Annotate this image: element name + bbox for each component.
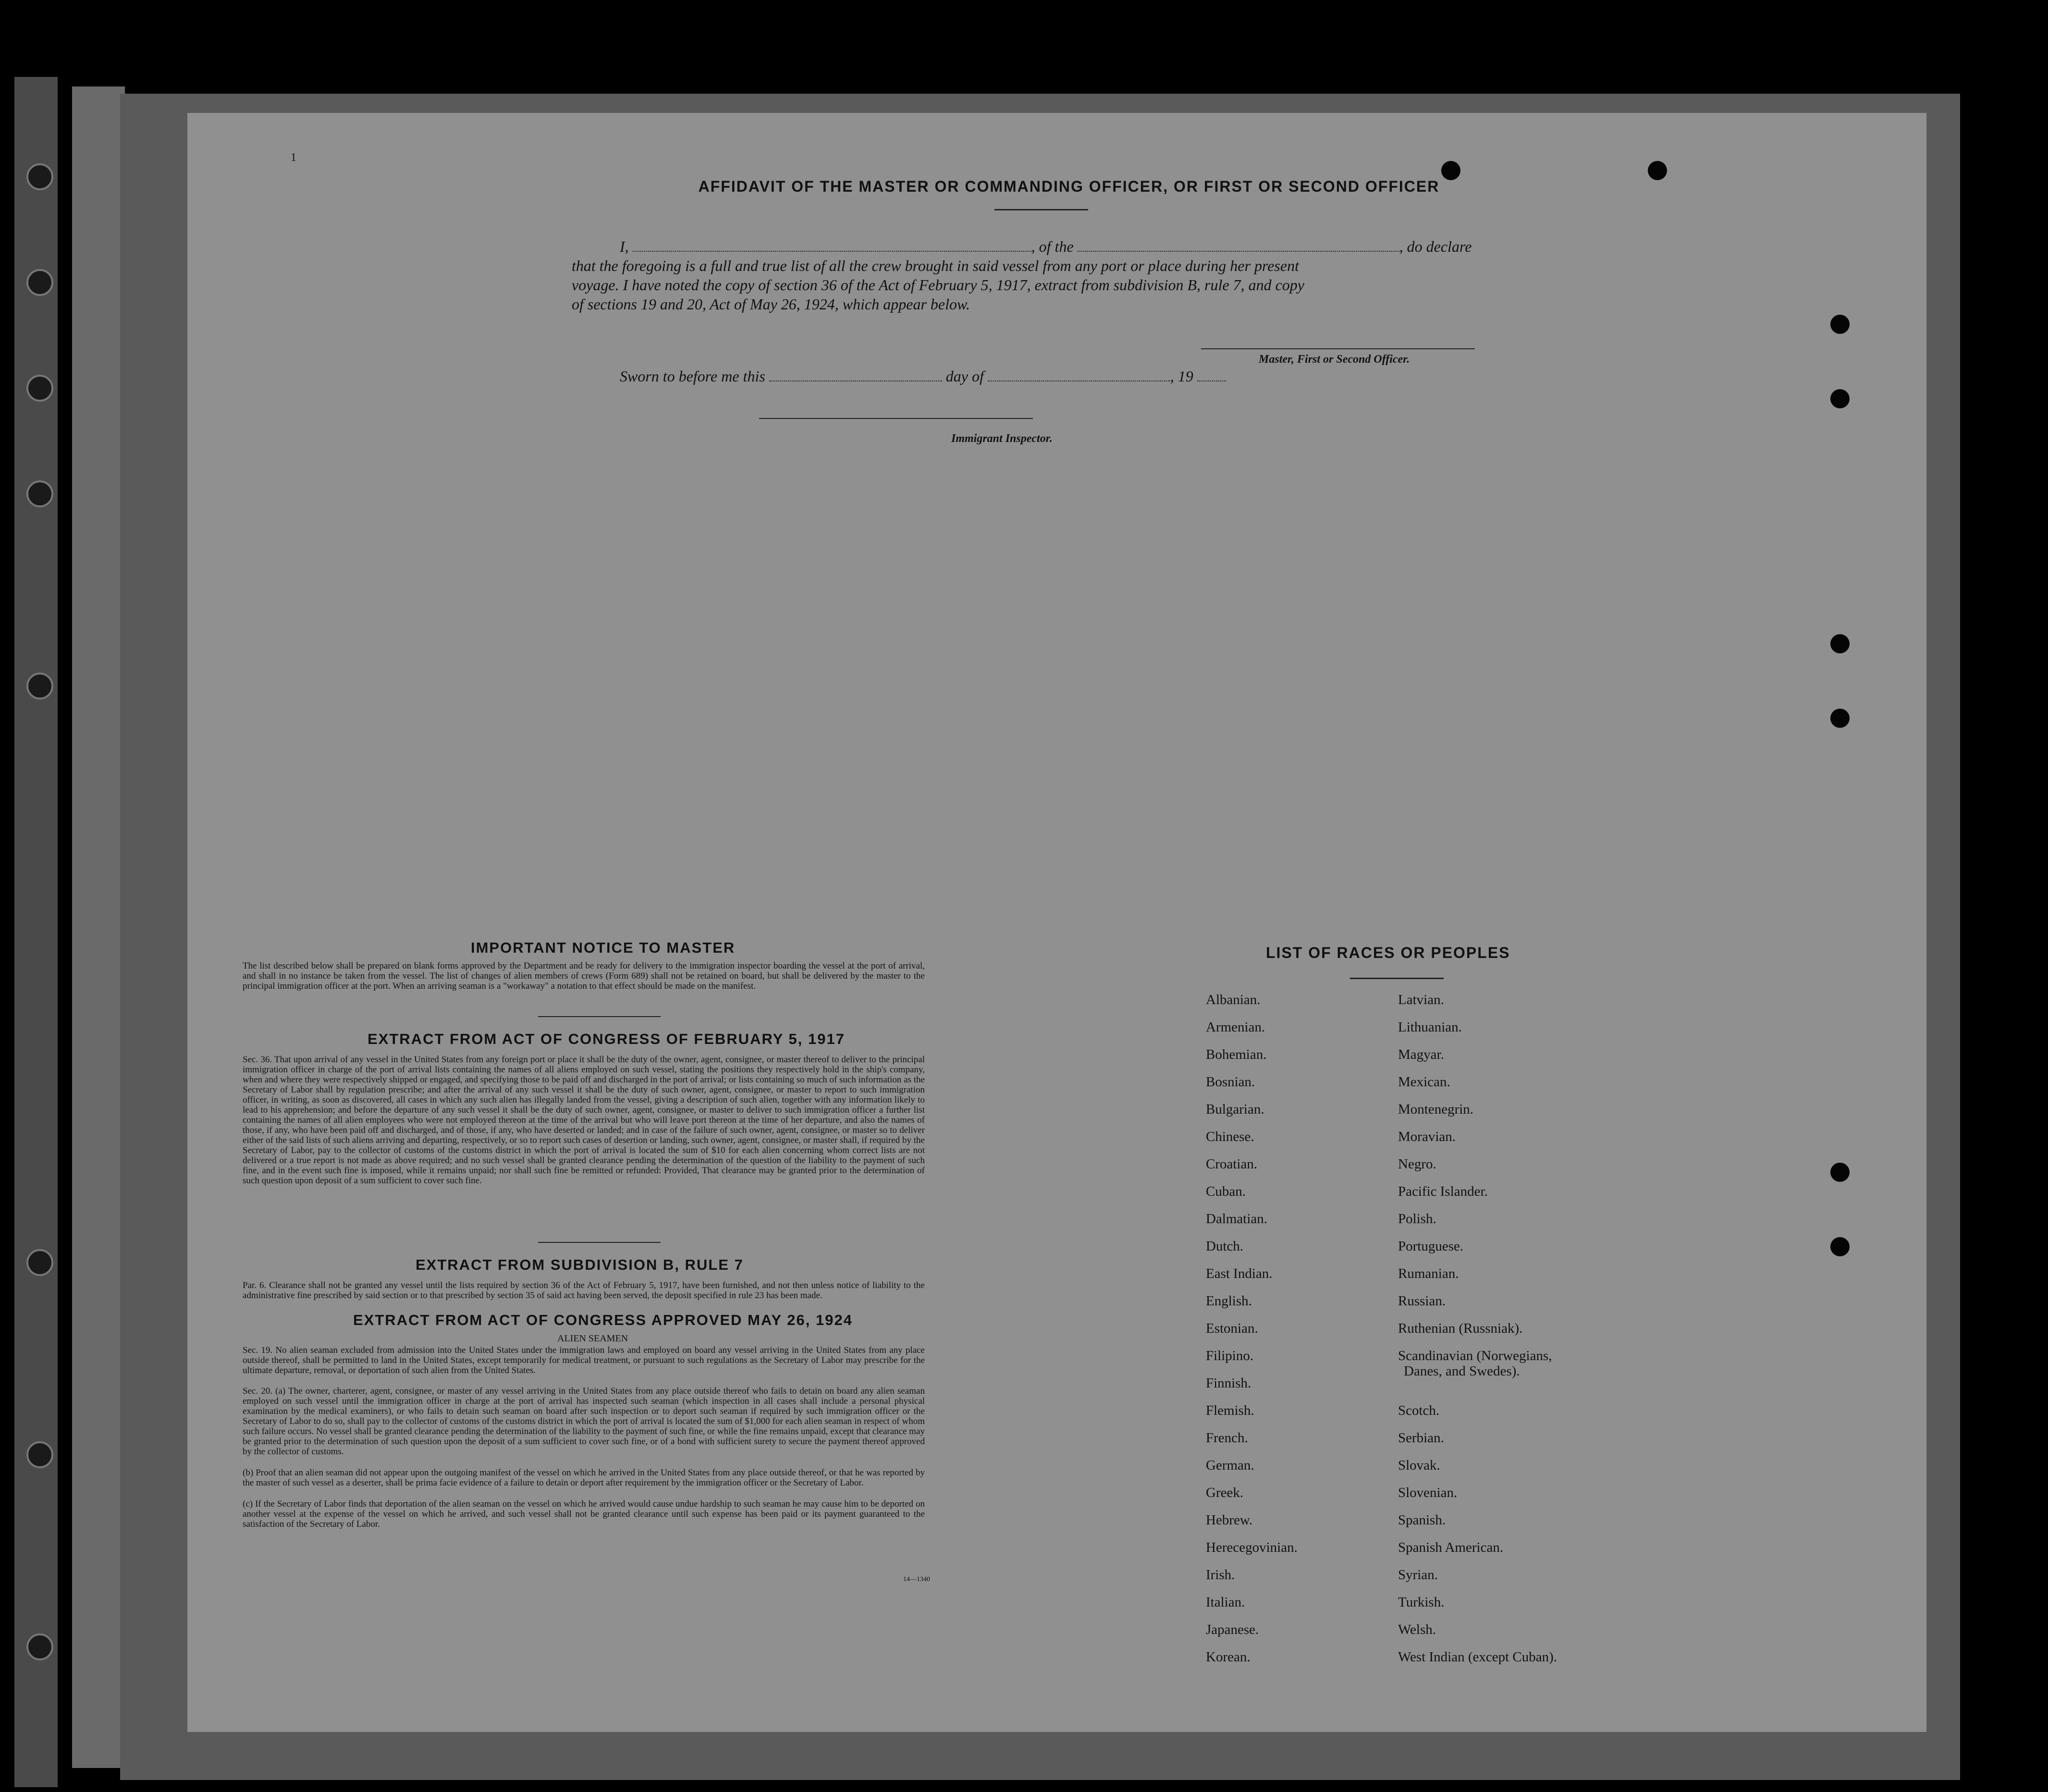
race-item: Bosnian.: [1206, 1074, 1255, 1090]
race-item: Armenian.: [1206, 1019, 1265, 1035]
race-item: Hebrew.: [1206, 1512, 1253, 1528]
punch-hole: [1648, 161, 1667, 180]
race-item: Cuban.: [1206, 1184, 1246, 1199]
day-of-text: day of: [945, 368, 984, 385]
binder-hole: [26, 673, 53, 700]
sworn-text: Sworn to before me this: [620, 368, 765, 385]
race-item: English.: [1206, 1293, 1252, 1309]
inspector-signature-line[interactable]: [759, 418, 1033, 419]
race-item: Japanese.: [1206, 1622, 1259, 1637]
year-text: , 19: [1170, 368, 1193, 385]
punch-hole: [1441, 161, 1460, 180]
day-blank[interactable]: [769, 380, 942, 381]
notice-text: The list described below shall be prepared on blank forms approved by the Department and be ready for delivery to the immigration inspector boarding the vessel at the port of arrival, and shall in no instance be taken from the vessel. The list of changes of alien members of crews (Form 689) shall not be retained on board, but shall be delivered by the master to the principal immigration officer at the port. When an arriving seaman is a "workaway" a notation to that effect should be made on the manifest.: [243, 961, 925, 991]
race-item: Estonian.: [1206, 1321, 1258, 1336]
page-mark: 1: [291, 151, 296, 164]
race-item: Dutch.: [1206, 1239, 1244, 1254]
punch-hole: [1830, 709, 1850, 728]
race-item: Mexican.: [1398, 1074, 1450, 1090]
race-item: Finnish.: [1206, 1375, 1251, 1391]
race-item: Italian.: [1206, 1595, 1245, 1610]
race-item: Rumanian.: [1398, 1266, 1459, 1281]
race-item: Magyar.: [1398, 1047, 1444, 1062]
race-item: Spanish.: [1398, 1512, 1446, 1528]
race-item: Croatian.: [1206, 1156, 1258, 1172]
affidavit-title-rule: [994, 209, 1088, 210]
race-item: Latvian.: [1398, 992, 1444, 1007]
race-item: Bohemian.: [1206, 1047, 1267, 1062]
race-item: Irish.: [1206, 1567, 1235, 1583]
race-item: East Indian.: [1206, 1266, 1273, 1281]
extract1-rule: [538, 1242, 661, 1243]
extract3-sec19: Sec. 19. No alien seaman excluded from admission into the United States under the immigration laws and employed on board any vessel arriving in the United States from any place outside thereof, shall be permitted to land in the United States, except temporarily for medical treatment, or pursuant to such regulations as the Secretary of Labor may prescribe for the ultimate departure, removal, or deportation of such alien from the United States.: [243, 1345, 925, 1375]
extract3-title: EXTRACT FROM ACT OF CONGRESS APPROVED MAY 26, 1924: [353, 1312, 853, 1328]
master-signature-caption: Master, First or Second Officer.: [1259, 353, 1410, 366]
race-item: Albanian.: [1206, 992, 1261, 1007]
extract1-title: EXTRACT FROM ACT OF CONGRESS OF FEBRUARY 5, 1917: [368, 1031, 845, 1047]
punch-hole: [1830, 389, 1850, 408]
race-item: Pacific Islander.: [1398, 1184, 1488, 1199]
notice-rule: [538, 1016, 661, 1017]
sworn-line: [620, 368, 1340, 385]
race-item: Bulgarian.: [1206, 1102, 1264, 1117]
form-number: 14—1340: [903, 1576, 930, 1583]
race-item: Flemish.: [1206, 1403, 1254, 1418]
extract3-sec20b: (b) Proof that an alien seaman did not appear upon the outgoing manifest of the vessel on which he arrived in the United States from any place outside thereof, or that he was reported by the master of such vessel as a deserter, shall be prima facie evidence of a failure to detain or deport after requirement by the immigration officer or the Secretary of Labor.: [243, 1468, 925, 1488]
races-title: LIST OF RACES OR PEOPLES: [1266, 944, 1510, 961]
affidavit-declare: , do declare: [1399, 238, 1472, 255]
binder-hole: [26, 480, 53, 507]
punch-hole: [1830, 634, 1850, 653]
race-item: German.: [1206, 1458, 1254, 1473]
race-item: Negro.: [1398, 1156, 1436, 1172]
inspector-signature-caption: Immigrant Inspector.: [951, 432, 1053, 445]
affidavit-i: I,: [620, 238, 629, 255]
punch-hole: [1830, 1237, 1850, 1256]
notice-title: IMPORTANT NOTICE TO MASTER: [471, 939, 736, 956]
year-blank[interactable]: [1197, 380, 1226, 381]
binder-spine: [14, 77, 58, 1787]
affidavit-line1: [620, 238, 1561, 256]
race-item: Chinese.: [1206, 1129, 1254, 1144]
binder-hole: [26, 269, 53, 296]
race-item: Russian.: [1398, 1293, 1446, 1309]
races-title-rule: [1350, 978, 1444, 979]
race-item: Serbian.: [1398, 1430, 1444, 1446]
binder-hole: [26, 1249, 53, 1276]
extract1-text: Sec. 36. That upon arrival of any vessel in the United States from any foreign port or place it shall be the duty of the owner, agent, consignee, or master thereof to deliver to the principal immigration officer in charge of the port of arrival lists containing the names of all aliens employed on such vessel, stating the positions they respectively hold in the ship's company, when and where they were respectively shipped or engaged, and specifying those to be paid off and discharged in the port of arrival; or lists containing so much of such information as the Secretary of Labor shall by regulation prescribe; and after the arrival of any such vessel it shall be the duty of such owner, agent, consignee, or master to report to such immigration officer, in writing, as soon as discovered, all cases in which any such alien has illegally landed from the vessel, giving a description of such alien, together with any information likely to lead to his apprehension; and before the departure of any such vessel it shall be the duty of such owner, agent, consignee, or master to deliver to such immigration officer a further list containing the names of all alien employees who were not employed thereon at the time of the arrival but who will leave port thereon at the time of her departure, and also the names of those, if any, who have been paid off and discharged, and of those, if any, who have deserted or landed; and in case of the failure of such owner, agent, consignee, or master so to deliver either of the said lists of such aliens arriving and departing, respectively, or so to report such cases of desertion or landing, such owner, agent, consignee, or master shall, if required by the Secretary of Labor, pay to the collector of customs of the customs district in which the port of arrival is located the sum of $10 for each alien concerning whom correct lists are not delivered or a true report is not made as above required; and no such vessel shall be granted clearance pending the determination of the question of the liability to the payment of such fine, and in the event such fine is imposed, while it remains unpaid; nor shall such fine be remitted or refunded: Provided, That clearance may be granted prior to the determination of such question upon deposit of a sum sufficient to cover such fine.: [243, 1055, 925, 1186]
extract3-sec20a: Sec. 20. (a) The owner, charterer, agent, consignee, or master of any vessel arriving in the United States from any place outside thereof who fails to detain on board any alien seaman employed on such vessel until the immigration officer in charge at the port of arrival has inspected such seaman (which inspection in all cases shall include a personal physical examination by the medical examiners), or who fails to detain such seaman on board after such inspection or to deport such seaman if required by such immigration officer or the Secretary of Labor to do so, shall pay to the collector of customs of the customs district in which the port of arrival is located the sum of $1,000 for each alien seaman in respect of whom such failure occurs. No vessel shall be granted clearance pending the determination of the liability to the payment of such fine, or while the fine remains unpaid, except that clearance may be granted prior to the determination of such question upon the deposit of a sum sufficient to cover such fine, or of a bond with sufficient surety to secure the payment thereof approved by the collector of customs.: [243, 1386, 925, 1457]
race-item: Ruthenian (Russniak).: [1398, 1321, 1523, 1336]
binder-hole: [26, 1633, 53, 1660]
binder-hole: [26, 375, 53, 402]
master-signature-line[interactable]: [1201, 348, 1475, 349]
race-item: Korean.: [1206, 1649, 1251, 1665]
race-item-continued: Danes, and Swedes).: [1404, 1363, 1520, 1379]
race-item: Slovak.: [1398, 1458, 1440, 1473]
race-item: Polish.: [1398, 1211, 1436, 1227]
race-item: Montenegrin.: [1398, 1102, 1474, 1117]
race-item: Dalmatian.: [1206, 1211, 1268, 1227]
race-item: Syrian.: [1398, 1567, 1438, 1583]
punch-hole: [1830, 315, 1850, 334]
binder-hole: [26, 1441, 53, 1468]
extract3-subtitle: ALIEN SEAMEN: [557, 1333, 628, 1344]
race-item: Herecegovinian.: [1206, 1540, 1298, 1555]
race-item: West Indian (except Cuban).: [1398, 1649, 1557, 1665]
month-blank[interactable]: [988, 380, 1170, 381]
extract2-text: Par. 6. Clearance shall not be granted any vessel until the lists required by section 36 of the Act of February 5, 1917, have been furnished, and not then unless notice of liability to the administrative fine prescribed by said section or to that prescribed by section 35 of said act having been served, the deposit specified in rule 23 has been made.: [243, 1280, 925, 1301]
name-blank[interactable]: [633, 251, 1031, 252]
race-item: Turkish.: [1398, 1595, 1445, 1610]
affidavit-line4: of sections 19 and 20, Act of May 26, 1924, which appear below.: [572, 295, 970, 313]
affidavit-line2: that the foregoing is a full and true list of all the crew brought in said vessel from any port or place during her present: [572, 257, 1299, 274]
race-item: Scandinavian (Norwegians,: [1398, 1348, 1552, 1363]
page-surface: [187, 113, 1926, 1732]
binder-cover: [72, 86, 125, 1768]
document-page: [187, 113, 1926, 1732]
binder-hole: [26, 163, 53, 190]
race-item: Welsh.: [1398, 1622, 1436, 1637]
affidavit-of-the: , of the: [1031, 238, 1074, 255]
race-item: Portuguese.: [1398, 1239, 1464, 1254]
race-item: French.: [1206, 1430, 1248, 1446]
race-item: Spanish American.: [1398, 1540, 1504, 1555]
race-item: Lithuanian.: [1398, 1019, 1462, 1035]
extract2-title: EXTRACT FROM SUBDIVISION B, RULE 7: [416, 1256, 744, 1273]
race-item: Filipino.: [1206, 1348, 1254, 1363]
vessel-blank[interactable]: [1078, 251, 1399, 252]
extract3-sec20c: (c) If the Secretary of Labor finds that deportation of the alien seaman on the vessel on which he arrived would cause undue hardship to such seaman he may cause him to be deported on another vessel at the expense of the vessel on which he arrived, and such vessel shall not be granted clearance until such expense has been paid or its payment guaranteed to the satisfaction of the Secretary of Labor.: [243, 1499, 925, 1529]
punch-hole: [1830, 1163, 1850, 1182]
race-item: Scotch.: [1398, 1403, 1440, 1418]
affidavit-title: AFFIDAVIT OF THE MASTER OR COMMANDING OFFICER, OR FIRST OR SECOND OFFICER: [698, 178, 1440, 195]
race-item: Greek.: [1206, 1485, 1244, 1500]
affidavit-line3: voyage. I have noted the copy of section 36 of the Act of February 5, 1917, extract from subdivision B, rule 7, and copy: [572, 276, 1304, 294]
race-item: Moravian.: [1398, 1129, 1456, 1144]
race-item: Slovenian.: [1398, 1485, 1458, 1500]
